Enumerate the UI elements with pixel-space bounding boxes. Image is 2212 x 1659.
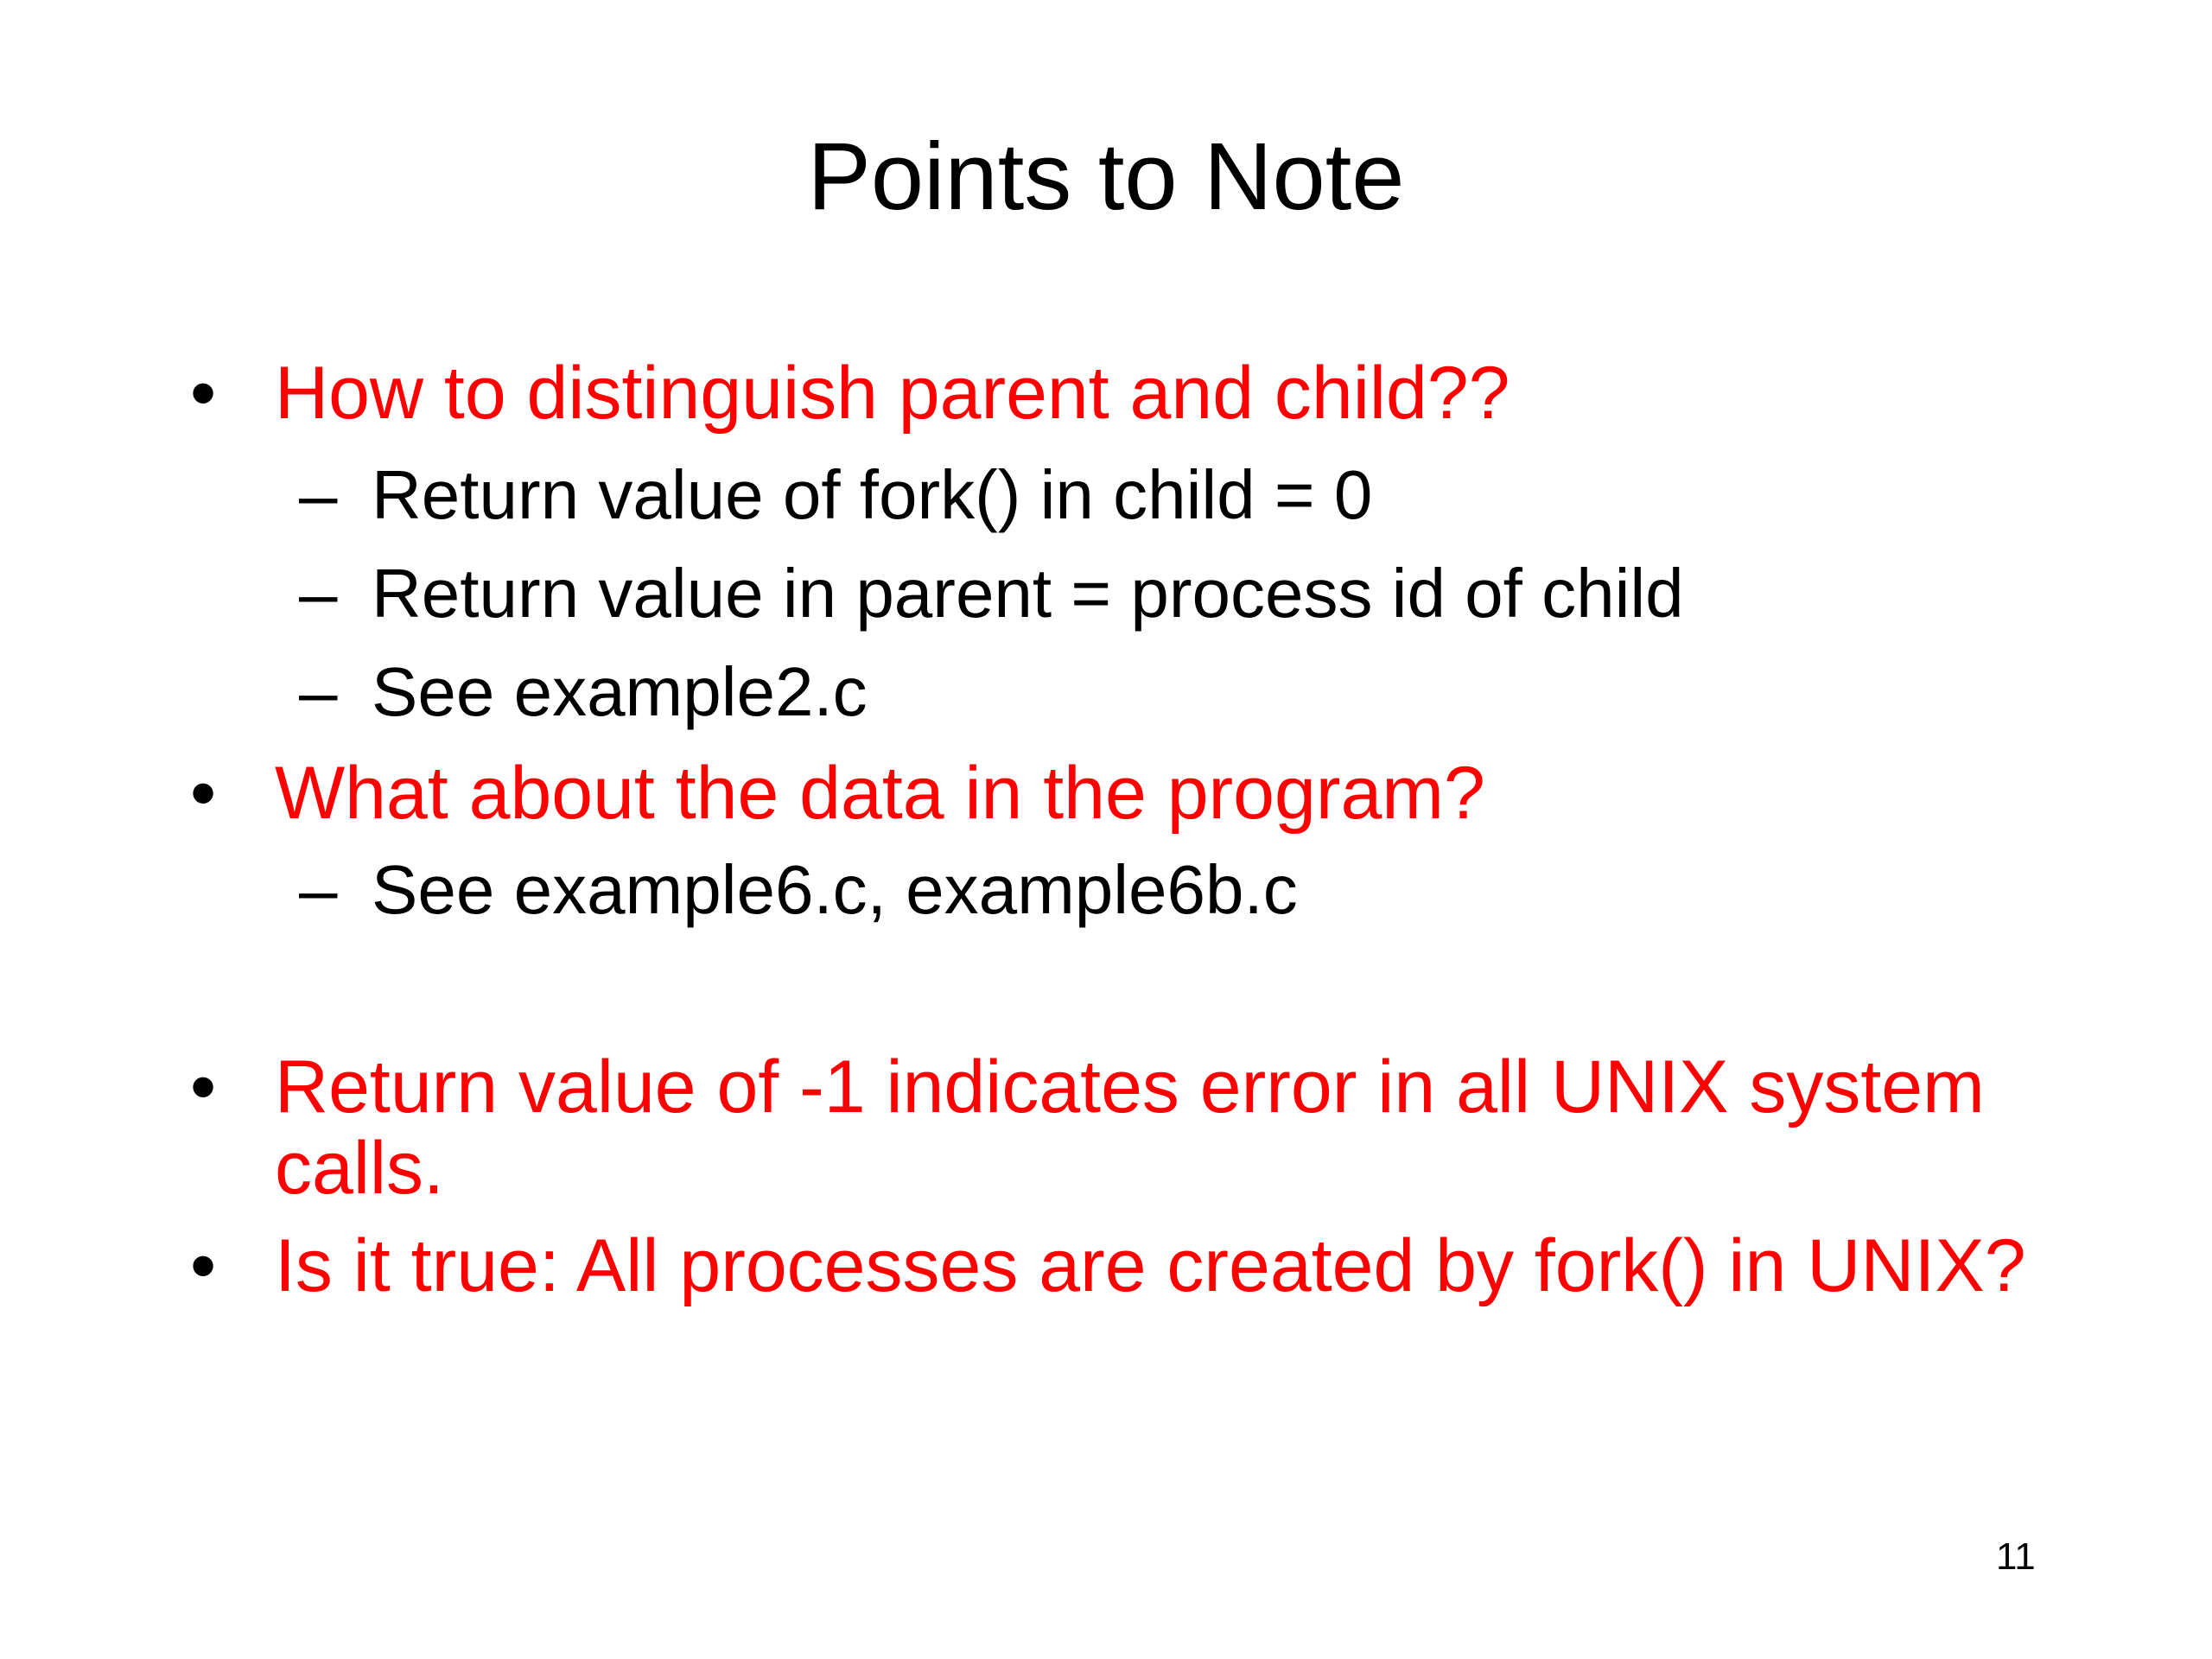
page-number: 11 [1996,1535,2036,1578]
sub-bullet-text: See example2.c [372,653,868,730]
dash-marker: – [299,456,338,533]
dash-marker: – [299,851,338,928]
bullet-marker: • [190,352,217,435]
sub-bullet-text: Return value of fork() in child = 0 [372,456,1373,533]
dash-marker: – [299,555,338,632]
bullet-marker: • [190,1046,217,1128]
bullet-marker: • [190,752,217,835]
slide-title: Points to Note [807,124,1405,230]
bullet-text: Return value of -1 indicates error in all UNIX system calls. [275,1046,1985,1210]
bullet-marker: • [190,1224,217,1307]
dash-marker: – [299,653,338,730]
sub-bullet-text: See example6.c, example6b.c [372,851,1298,928]
bullet-text: What about the data in the program? [275,752,1485,835]
sub-bullet-text: Return value in parent = process id of child [372,555,1684,632]
bullet-text: How to distinguish parent and child?? [275,352,1510,435]
bullet-text: Is it true: All processes are created by fork() in UNIX? [275,1224,2026,1307]
